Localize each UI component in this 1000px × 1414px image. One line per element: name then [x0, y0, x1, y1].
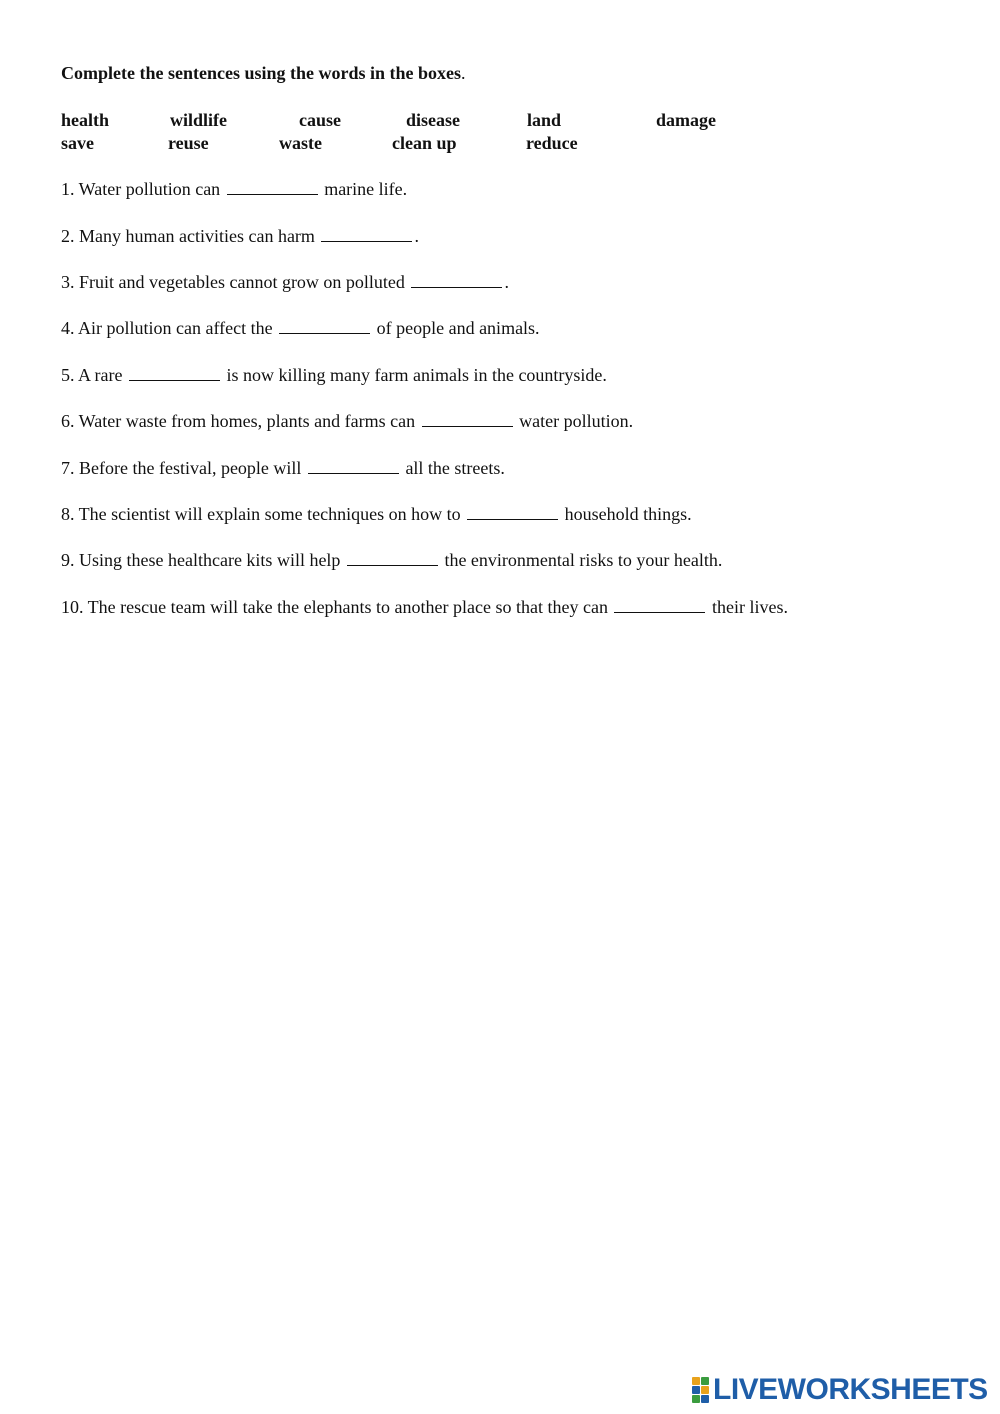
- instruction-suffix: .: [461, 63, 466, 83]
- sentence-text-before: 5. A rare: [61, 365, 123, 385]
- sentence-text-after: all the streets.: [405, 458, 505, 478]
- word-box-item: cause: [299, 110, 341, 130]
- sentence-text-before: 2. Many human activities can harm: [61, 226, 315, 246]
- answer-blank[interactable]: [321, 225, 412, 242]
- answer-blank[interactable]: [411, 271, 502, 288]
- word-box-item: damage: [656, 110, 716, 130]
- word-box-item: land: [527, 110, 562, 130]
- sentence-6: [61, 410, 633, 432]
- sentence-text-after: is now killing many farm animals in the countryside.: [226, 365, 607, 385]
- sentence-1: [61, 178, 407, 200]
- answer-blank[interactable]: [308, 457, 399, 474]
- sentence-text-after: .: [504, 272, 509, 292]
- liveworksheets-logo: [692, 1373, 988, 1406]
- answer-blank[interactable]: [467, 503, 558, 520]
- answer-blank[interactable]: [614, 596, 705, 613]
- answer-blank[interactable]: [129, 364, 220, 381]
- answer-blank[interactable]: [422, 410, 513, 427]
- sentence-text-before: 3. Fruit and vegetables cannot grow on polluted: [61, 272, 405, 292]
- sentence-text-before: 4. Air pollution can affect the: [61, 318, 273, 338]
- word-box-item: wildlife: [170, 110, 227, 130]
- sentence-text-before: 10. The rescue team will take the elephants to another place so that they can: [61, 597, 608, 617]
- sentence-text-before: 7. Before the festival, people will: [61, 458, 302, 478]
- instruction-bold: Complete the sentences using the words in the boxes: [61, 63, 461, 83]
- answer-blank[interactable]: [347, 549, 438, 566]
- sentence-text-after: household things.: [564, 504, 692, 524]
- sentence-text-before: 9. Using these healthcare kits will help: [61, 550, 341, 570]
- sentence-text-after: marine life.: [324, 179, 408, 199]
- sentence-5: [61, 364, 607, 386]
- word-box-item: save: [61, 133, 94, 153]
- logo-text: LIVEWORKSHEETS: [713, 1373, 988, 1406]
- word-box-item: clean up: [392, 133, 457, 153]
- word-box-item: waste: [279, 133, 322, 153]
- sentence-9: [61, 549, 722, 571]
- sentence-2: [61, 225, 419, 247]
- word-box-item: reuse: [168, 133, 209, 153]
- sentence-text-after: the environmental risks to your health.: [444, 550, 723, 570]
- instruction-text: [61, 62, 466, 84]
- sentence-text-before: 1. Water pollution can: [61, 179, 221, 199]
- sentence-4: [61, 317, 540, 339]
- sentence-8: [61, 503, 692, 525]
- word-box-item: disease: [406, 110, 460, 130]
- sentence-text-before: 8. The scientist will explain some techniques on how to: [61, 504, 461, 524]
- sentence-3: [61, 271, 509, 293]
- sentence-text-after: .: [414, 226, 419, 246]
- sentence-10: [61, 596, 788, 618]
- sentence-text-after: water pollution.: [519, 411, 634, 431]
- sentence-text-after: their lives.: [711, 597, 788, 617]
- answer-blank[interactable]: [279, 317, 370, 334]
- sentence-7: [61, 457, 505, 479]
- word-box-item: health: [61, 110, 110, 130]
- liveworksheets-logo-icon: [692, 1377, 709, 1403]
- sentence-text-after: of people and animals.: [376, 318, 540, 338]
- sentence-text-before: 6. Water waste from homes, plants and farms can: [61, 411, 416, 431]
- answer-blank[interactable]: [227, 178, 318, 195]
- word-box-item: reduce: [526, 133, 578, 153]
